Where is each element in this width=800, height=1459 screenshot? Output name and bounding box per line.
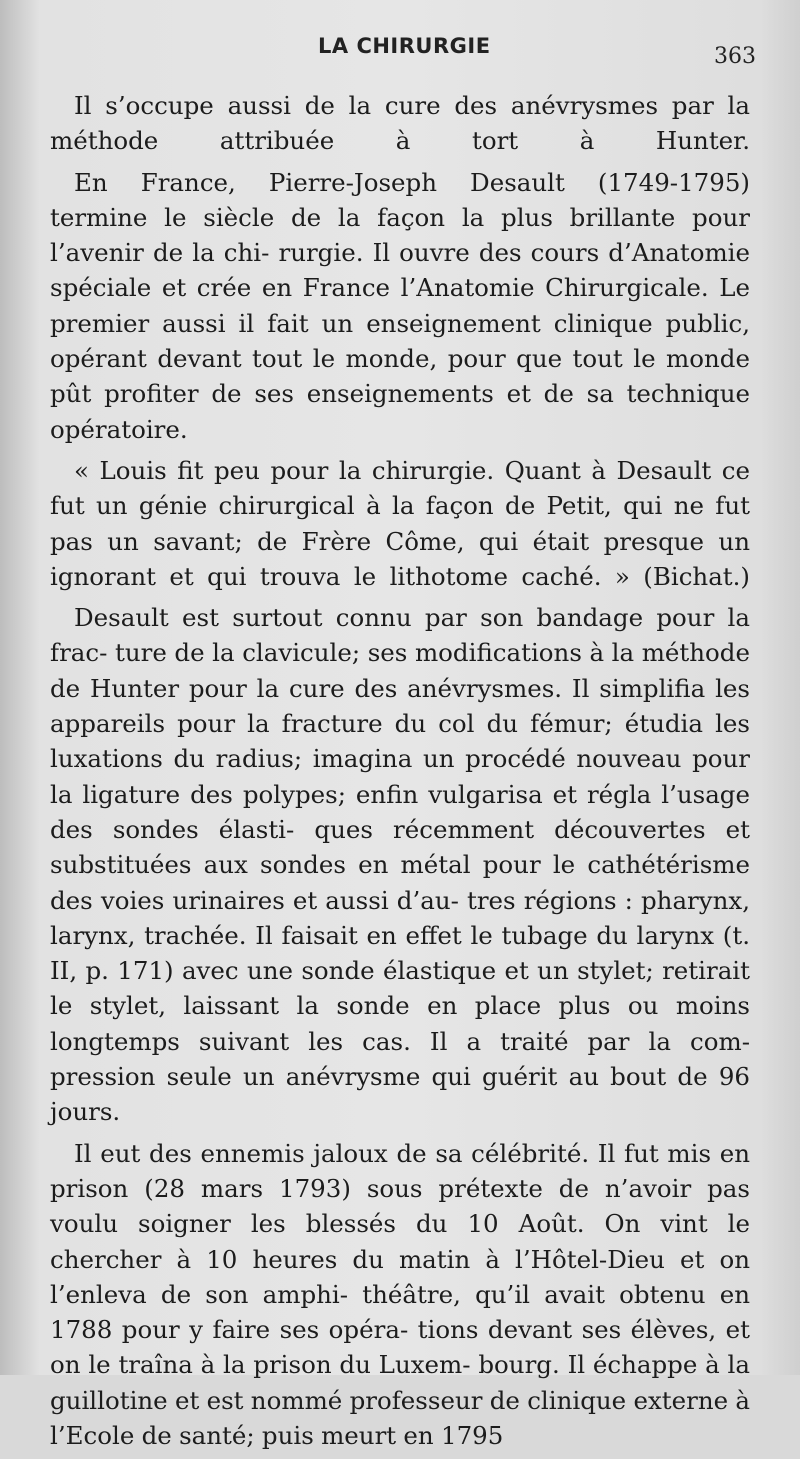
paragraph-2-line-2: siècle de la façon la plus brillante pour l’avenir de la chi- bbox=[50, 202, 750, 268]
paragraph-4-line-10: tubage du larynx (t. II, p. 171) avec une sonde élastique et bbox=[50, 920, 750, 986]
paragraph-4-line-2: ture de la clavicule; ses modifications à la méthode de bbox=[50, 638, 750, 703]
paragraph-4-line-6: polypes; enfin vulgarisa et régla l’usage des sondes élasti- bbox=[50, 779, 750, 844]
paragraph-5-line-5: théâtre, qu’il avait obtenu en 1788 pour y faire ses opéra- bbox=[50, 1279, 751, 1345]
paragraph-5-line-3: soigner les blessés du 10 Août. On vint le chercher à 10 bbox=[50, 1209, 750, 1274]
paragraph-3-line-4: qui trouva le lithotome caché. » (Bichat.) bbox=[207, 561, 750, 591]
paragraph-4-line-5: radius; imagina un procédé nouveau pour la ligature des bbox=[50, 744, 751, 809]
paragraph-1-line-1: Il s’occupe aussi de la cure des anévrysmes par la méthode bbox=[50, 91, 750, 156]
paragraph-4-line-1: Desault est surtout connu par son bandage pour la frac- bbox=[50, 603, 750, 668]
running-title: LA CHIRURGIE bbox=[318, 34, 491, 58]
paragraph-4-line-4: pour la fracture du col du fémur; étudia les luxations du bbox=[50, 709, 750, 774]
paragraph-4-line-3: Hunter pour la cure des anévrysmes. Il simplifia les appareils bbox=[50, 673, 750, 739]
paragraph-2-line-5: enseignement clinique public, opérant devant tout le monde, bbox=[50, 308, 751, 374]
paragraph-5-line-4: heures du matin à l’Hôtel-Dieu et on l’enleva de son amphi- bbox=[50, 1244, 751, 1309]
paragraph-1 bbox=[50, 88, 750, 159]
paragraph-5-line-7: bourg. Il échappe à la guillotine et est nommé professeur bbox=[50, 1350, 750, 1415]
paragraph-4 bbox=[50, 600, 750, 1129]
paragraph-2-line-4: France l’Anatomie Chirurgicale. Le premier aussi il fait un bbox=[50, 273, 750, 338]
paragraph-4-line-12: ou moins longtemps suivant les cas. Il a traité par la com- bbox=[50, 991, 750, 1056]
paragraph-5-line-2: prison (28 mars 1793) sous prétexte de n’avoir pas voulu bbox=[50, 1173, 750, 1239]
page-number: 363 bbox=[714, 44, 756, 69]
paragraph-4-line-7: ques récemment découvertes et substituées aux sondes en bbox=[50, 814, 750, 880]
paragraph-2-line-7: et de sa technique opératoire. bbox=[50, 379, 750, 444]
paragraph-3-line-2: un génie chirurgical à la façon de Petit, qui ne fut pas un bbox=[50, 491, 750, 556]
paragraph-4-line-13: pression seule un anévrysme qui guérit au bout de 96 jours. bbox=[50, 1062, 750, 1127]
paragraph-2 bbox=[50, 165, 750, 447]
paragraph-2-line-6: pour que tout le monde pût profiter de ses enseignements bbox=[50, 344, 750, 409]
paragraph-4-line-9: tres régions : pharynx, larynx, trachée. Il faisait en effet le bbox=[50, 885, 750, 950]
paragraph-3-line-3: savant; de Frère Côme, qui était presque un ignorant et bbox=[50, 526, 750, 591]
paragraph-5 bbox=[50, 1136, 750, 1454]
paragraph-4-line-11: un stylet; retirait le stylet, laissant la sonde en place plus bbox=[50, 956, 750, 1021]
paragraph-1-line-2: attribuée à tort à Hunter. bbox=[219, 126, 750, 156]
paragraph-5-line-1: Il eut des ennemis jaloux de sa célébrité. Il fut mis en bbox=[74, 1138, 750, 1168]
paragraph-5-line-6: tions devant ses élèves, et on le traîna à la prison du Luxem- bbox=[50, 1315, 750, 1380]
paragraph-2-line-3: rurgie. Il ouvre des cours d’Anatomie spéciale et crée en bbox=[50, 238, 751, 303]
body-text bbox=[50, 88, 750, 1459]
paragraph-4-line-8: métal pour le cathétérisme des voies urinaires et aussi d’au- bbox=[50, 850, 751, 915]
paragraph-5-line-8: de clinique externe à l’Ecole de santé; puis meurt en 1795 bbox=[50, 1385, 751, 1450]
paragraph-2-line-1: En France, Pierre-Joseph Desault (1749-1795) termine le bbox=[50, 167, 750, 232]
running-header bbox=[0, 34, 800, 74]
paragraph-3 bbox=[50, 453, 750, 594]
paragraph-3-line-1: « Louis fit peu pour la chirurgie. Quant à Desault ce fut bbox=[50, 455, 750, 521]
